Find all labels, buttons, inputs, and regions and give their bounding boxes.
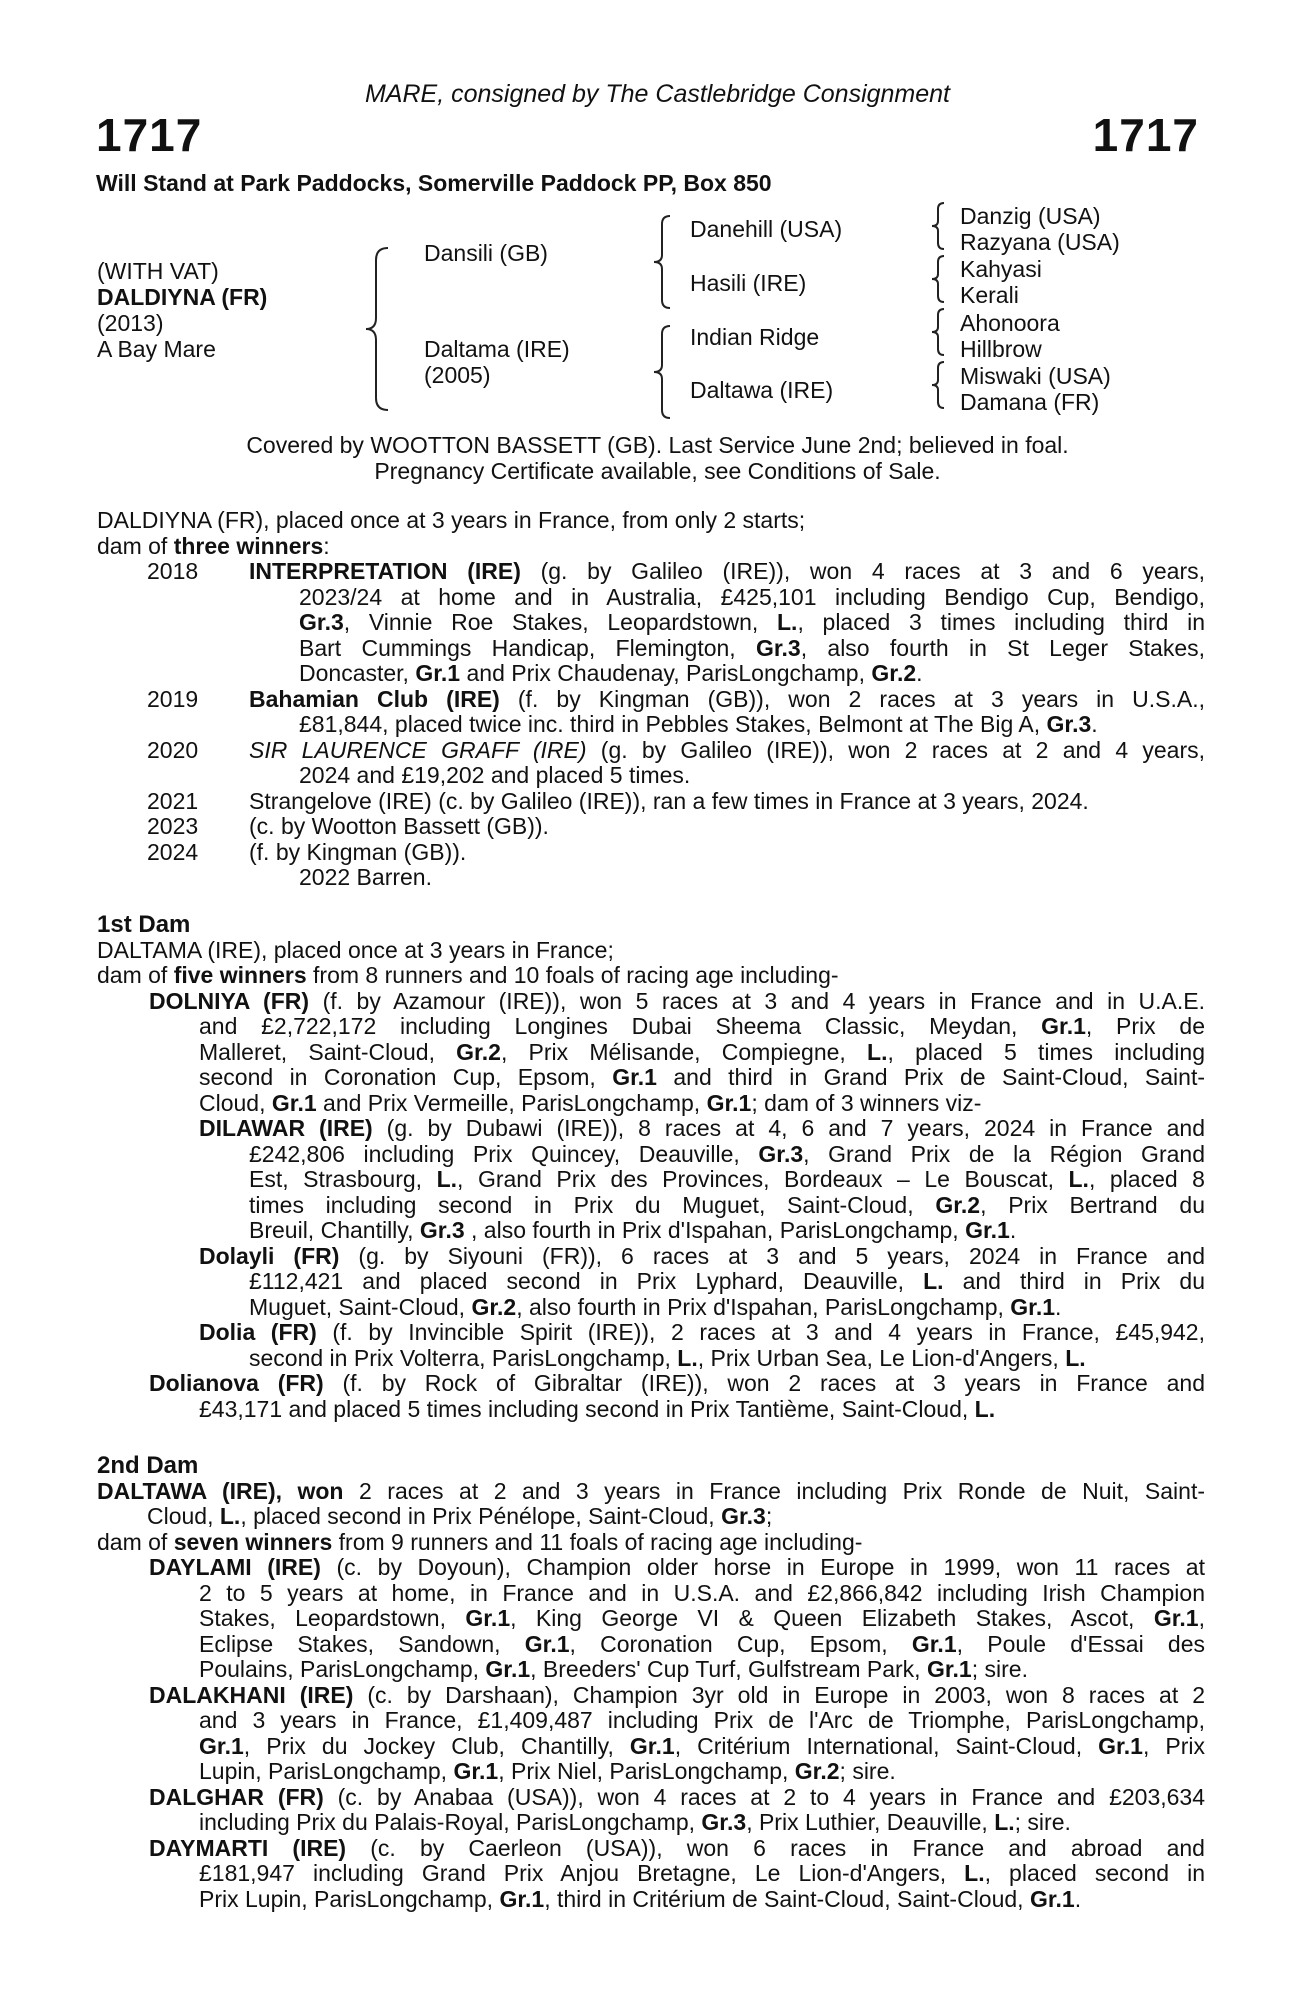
horse-info bbox=[97, 258, 267, 362]
covered-note bbox=[0, 432, 1315, 484]
second-dam-line-1: DALTAWA (IRE), won 2 races at 2 and 3 years in France including Prix Ronde de Nuit, Saint- bbox=[97, 1477, 1205, 1504]
gen3-8: Damana (FR) bbox=[960, 389, 1100, 415]
first-dam-dam-of: dam of five winners from 8 runners and 10 foals of racing age including- bbox=[97, 962, 839, 988]
dam-year: (2005) bbox=[424, 362, 491, 388]
dam-dam: Daltawa (IRE) bbox=[690, 377, 834, 403]
mare-dam-of: dam of three winners: bbox=[97, 532, 330, 559]
sire-name: Dansili (GB) bbox=[424, 240, 548, 266]
consignment-line: MARE, consigned by The Castlebridge Consignment bbox=[364, 80, 951, 108]
horse-description: A Bay Mare bbox=[97, 336, 216, 362]
pedigree-brace-main bbox=[362, 244, 392, 414]
horse-year: (2013) bbox=[97, 310, 164, 336]
foal-year: 2018 bbox=[147, 558, 199, 584]
progeny-dolianova: Dolianova (FR) (f. by Rock of Gibraltar (IRE)), won 2 races at 3 years in France and £43,171 and placed 5 times including second in Prix Tantième, Saint-Cloud, L. bbox=[149, 1370, 1206, 1422]
foal-entry: 2020 SIR LAURENCE GRAFF (IRE) (g. by Galileo (IRE)), won 2 races at 2 and 4 years, 2024 and £19,202 and placed 5 times. bbox=[147, 736, 1205, 788]
foal-entry: 2019 Bahamian Club (IRE) (f. by Kingman (GB)), won 2 races at 3 years in U.S.A., £81,844, placed twice inc. third in Pebbles Stakes, Belmont at The Big A, Gr.3. bbox=[147, 685, 1205, 737]
lot-number-left: 1717 bbox=[96, 109, 203, 161]
gen3-5: Ahonoora bbox=[960, 310, 1060, 336]
sire-sire: Danehill (USA) bbox=[690, 216, 843, 242]
pedigree-brace-dam bbox=[650, 322, 674, 422]
first-dam-heading: 1st Dam bbox=[97, 911, 191, 938]
horse-name: DALDIYNA (FR) bbox=[97, 284, 268, 310]
foal-year: 2020 bbox=[147, 736, 199, 763]
gen3-3: Kahyasi bbox=[960, 256, 1042, 282]
progeny-dolia: Dolia (FR) (f. by Invincible Spirit (IRE)), 2 races at 3 and 4 years in France, £45,942, second in Prix Volterra, ParisLongchamp, L., Prix Urban Sea, Le Lion-d'Angers, L. bbox=[199, 1319, 1205, 1371]
pedigree-brace-g2 bbox=[928, 253, 948, 305]
foal-entry: 2023 (c. by Wootton Bassett (GB)). bbox=[147, 813, 549, 839]
stand-location: Will Stand at Park Paddocks, Somerville Paddock PP, Box 850 bbox=[96, 170, 772, 196]
first-dam-section bbox=[97, 912, 1205, 1422]
gen3-7: Miswaki (USA) bbox=[960, 363, 1111, 389]
lot-number-right: 1717 bbox=[1092, 109, 1199, 161]
foal-year: 2023 bbox=[147, 813, 199, 839]
progeny-dalghar: DALGHAR (FR) (c. by Anabaa (USA)), won 4 races at 2 to 4 years in France and £203,634 including Prix du Palais-Royal, ParisLongchamp, Gr.3, Prix Luthier, Deauville, L.; sire. bbox=[149, 1783, 1205, 1835]
dam-info bbox=[424, 336, 570, 388]
foal-entry: 2024 (f. by Kingman (GB)). bbox=[147, 838, 467, 865]
sire-dam: Hasili (IRE) bbox=[690, 270, 807, 296]
pedigree-brace-sire bbox=[650, 212, 674, 312]
progeny-dolayli: Dolayli (FR) (g. by Siyouni (FR)), 6 races at 3 and 5 years, 2024 in France and £112,421 and placed second in Prix Lyphard, Deauville, L. and third in Prix du Muguet, Saint-Cloud, Gr.2, also fourth in Prix d'Ispahan, ParisLongchamp, Gr.1. bbox=[199, 1242, 1205, 1320]
foal-name: SIR LAURENCE GRAFF (IRE) bbox=[249, 736, 587, 763]
foal-entry: 2018 INTERPRETATION (IRE) (g. by Galileo (IRE)), won 4 races at 3 and 6 years, 2023/24 at home and in Australia, £425,101 including Bendigo Cup, Bendigo, Gr.3, Vinnie Roe Stakes, Leopardstown, L., placed 3 times including third in Bart Cummings Handicap, Flemington, Gr.3, also fourth in St Leger Stakes, Doncaster, Gr.1 and Prix Chaudenay, ParisLongchamp, Gr.2. bbox=[147, 558, 1206, 686]
pedigree-brace-g1 bbox=[928, 200, 948, 252]
progeny-dilawar: DILAWAR (IRE) (g. by Dubawi (IRE)), 8 races at 4, 6 and 7 years, 2024 in France and £242,806 including Prix Quincey, Deauville, Gr.3, Grand Prix de la Région Grand Est, Strasbourg, L., Grand Prix des Provinces, Bordeaux – Le Bouscat, L., placed 8 times including second in Prix du Muguet, Saint-Cloud, Gr.2, Prix Bertrand du Breuil, Chantilly, Gr.3 , also fourth in Prix d'Ispahan, ParisLongchamp, Gr.1. bbox=[199, 1115, 1206, 1243]
gen3-6: Hillbrow bbox=[960, 336, 1042, 362]
second-dam-line-2: Cloud, L., placed second in Prix Pénélope, Saint-Cloud, Gr.3; bbox=[147, 1503, 773, 1529]
vat-label: (WITH VAT) bbox=[97, 258, 219, 284]
progeny-daymarti: DAYMARTI (IRE) (c. by Caerleon (USA)), won 6 races in France and abroad and £181,947 including Grand Prix Anjou Bretagne, Le Lion-d'Angers, L., placed second in Prix Lupin, ParisLongchamp, Gr.1, third in Critérium de Saint-Cloud, Saint-Cloud, Gr.1. bbox=[149, 1834, 1206, 1912]
progeny-dalakhani: DALAKHANI (IRE) (c. by Darshaan), Champion 3yr old in Europe in 2003, won 8 races at 2 and 3 years in France, £1,409,487 including Prix de l'Arc de Triomphe, ParisLongchamp, Gr.1, Prix du Jockey Club, Chantilly, Gr.1, Critérium International, Saint-Cloud, Gr.1, Prix Lupin, ParisLongchamp, Gr.1, Prix Niel, ParisLongchamp, Gr.2; sire. bbox=[149, 1681, 1206, 1784]
foal-entry-barren: 2022 Barren. bbox=[299, 864, 432, 890]
pedigree-brace-g4 bbox=[928, 359, 948, 411]
progeny-daylami: DAYLAMI (IRE) (c. by Doyoun), Champion older horse in Europe in 1999, won 11 races at 2 to 5 years at home, in France and in U.S.A. and £2,866,842 including Irish Champion Stakes, Leopardstown, Gr.1, King George VI & Queen Elizabeth Stakes, Ascot, Gr.1, Eclipse Stakes, Sandown, Gr.1, Coronation Cup, Epsom, Gr.1, Poule d'Essai des Poulains, ParisLongchamp, Gr.1, Breeders' Cup Turf, Gulfstream Park, Gr.1; sire. bbox=[149, 1554, 1205, 1682]
pedigree-brace-g3 bbox=[928, 306, 948, 358]
mare-record-line: DALDIYNA (FR), placed once at 3 years in France, from only 2 starts; bbox=[97, 507, 806, 533]
foal-name: Bahamian Club (IRE) bbox=[249, 685, 500, 712]
gen3-2: Razyana (USA) bbox=[960, 229, 1120, 255]
second-dam-dam-of: dam of seven winners from 9 runners and 11 foals of racing age including- bbox=[97, 1528, 863, 1555]
first-dam-line: DALTAMA (IRE), placed once at 3 years in France; bbox=[97, 936, 614, 963]
progeny-dolniya: DOLNIYA (FR) (f. by Azamour (IRE)), won 5 races at 3 and 4 years in France and in U.A.E. and £2,722,172 including Longines Dubai Sheema Classic, Meydan, Gr.1, Prix de Malleret, Saint-Cloud, Gr.2, Prix Mélisande, Compiegne, L., placed 5 times including second in Coronation Cup, Epsom, Gr.1 and third in Grand Prix de Saint-Cloud, Saint- Cloud, Gr.1 and Prix Vermeille, ParisLongchamp, Gr.1; dam of 3 winners viz- bbox=[149, 987, 1206, 1116]
covered-line-2: Pregnancy Certificate available, see Conditions of Sale. bbox=[374, 458, 941, 484]
gen3-4: Kerali bbox=[960, 282, 1019, 308]
foal-entry: 2021 Strangelove (IRE) (c. by Galileo (IRE)), ran a few times in France at 3 years, 2024. bbox=[147, 787, 1089, 814]
foal-year: 2024 bbox=[147, 838, 199, 865]
mare-record bbox=[97, 508, 1205, 891]
dam-sire: Indian Ridge bbox=[690, 324, 820, 350]
covered-line-1: Covered by WOOTTON BASSETT (GB). Last Service June 2nd; believed in foal. bbox=[246, 432, 1069, 458]
foal-year: 2021 bbox=[147, 787, 199, 814]
dam-name: Daltama (IRE) bbox=[424, 336, 570, 362]
foal-name: INTERPRETATION (IRE) bbox=[249, 558, 521, 584]
second-dam-section bbox=[97, 1453, 1205, 1912]
foal-year: 2019 bbox=[147, 685, 199, 712]
second-dam-heading: 2nd Dam bbox=[97, 1452, 199, 1479]
gen3-1: Danzig (USA) bbox=[960, 203, 1101, 229]
